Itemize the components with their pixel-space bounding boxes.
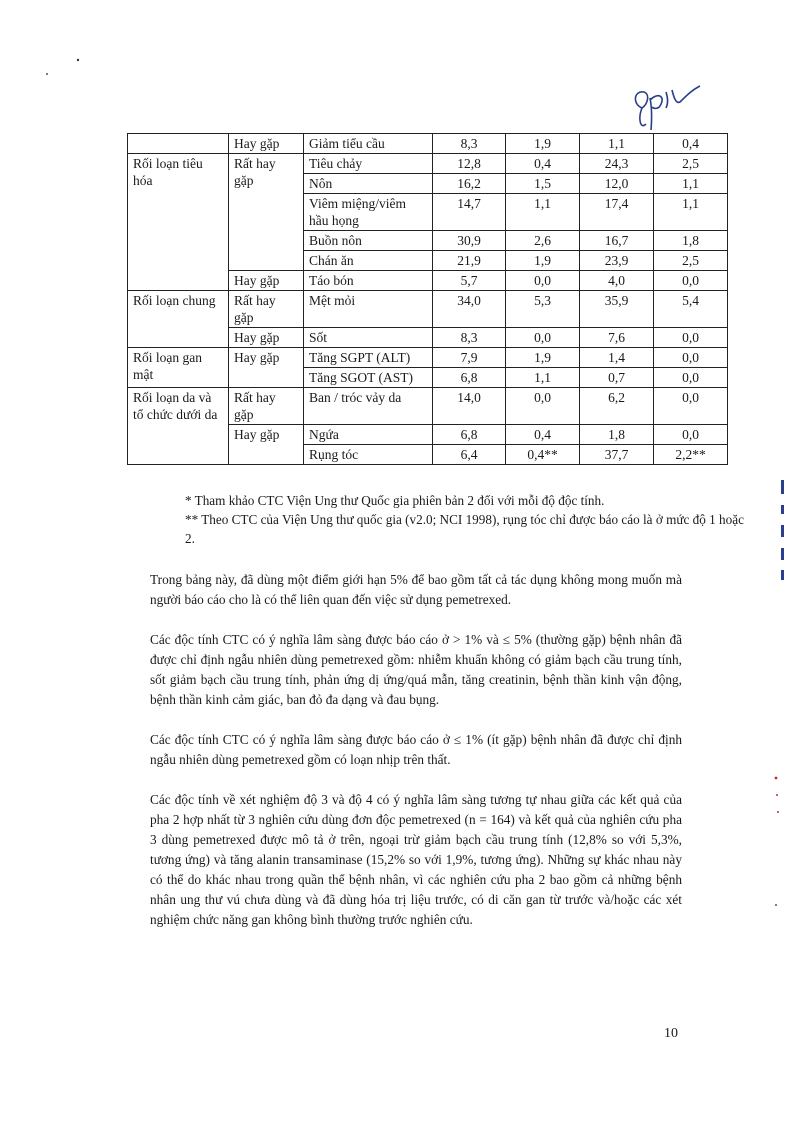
- event-cell: Tiêu chảy: [304, 154, 433, 174]
- organ-group-cell: Rối loạn chung: [128, 291, 229, 348]
- frequency-cell: Hay gặp: [229, 328, 304, 348]
- value-cell: 24,3: [580, 154, 654, 174]
- paragraph: Các độc tính CTC có ý nghĩa lâm sàng được báo cáo ở > 1% và ≤ 5% (thường gặp) bệnh nhân đã được chỉ định ngẫu nhiên dùng pemetrexed gồm: nhiễm khuẩn không có giảm bạch cầu trung tính, sốt giảm bạch cầu trung tính, phản ứng dị ứng/quá mẫn, tăng creatinin, bệnh thần kinh vận động, bệnh thần kinh cảm giác, ban đỏ đa dạng và đau bụng.: [150, 632, 682, 707]
- value-cell: 1,8: [654, 231, 728, 251]
- paragraph: Các độc tính về xét nghiệm độ 3 và độ 4 có ý nghĩa lâm sàng tương tự nhau giữa các kết quả của pha 2 hợp nhất từ 3 nghiên cứu dùng đơn độc pemetrexed (n = 164) và kết quả của nghiên cứu pha 3 dùng pemetrexed được mô tả ở trên, ngoại trừ giảm bạch cầu trung tính (12,8% so với 5,3%, tương ứng) và tăng alanin transaminase (15,2% so với 1,9%, tương ứng). Những sự khác nhau này có thể do khác nhau trong quần thể bệnh nhân, vì các nghiên cứu pha 2 bao gồm cả những bệnh nhân ung thư vú chưa dùng và đã dùng hóa trị liệu trước, có di căn gan từ trước và/hoặc các xét nghiệm chức năng gan không bình thường trước nghiên cứu.: [150, 792, 682, 927]
- value-cell: 5,3: [506, 291, 580, 328]
- value-cell: 21,9: [433, 251, 506, 271]
- value-cell: 0,0: [506, 388, 580, 425]
- frequency-cell: Hay gặp: [229, 271, 304, 291]
- value-cell: 0,4**: [506, 445, 580, 465]
- value-cell: 6,4: [433, 445, 506, 465]
- value-cell: 0,0: [654, 271, 728, 291]
- value-cell: 35,9: [580, 291, 654, 328]
- signature-mark: [628, 78, 708, 138]
- value-cell: 5,4: [654, 291, 728, 328]
- value-cell: 0,0: [654, 348, 728, 368]
- value-cell: 0,0: [506, 328, 580, 348]
- value-cell: 23,9: [580, 251, 654, 271]
- table-row: [128, 388, 728, 425]
- value-cell: 17,4: [580, 194, 654, 231]
- body-text: [150, 570, 682, 950]
- value-cell: 5,7: [433, 271, 506, 291]
- value-cell: 8,3: [433, 328, 506, 348]
- event-cell: Táo bón: [304, 271, 433, 291]
- value-cell: 0,0: [506, 271, 580, 291]
- value-cell: 7,9: [433, 348, 506, 368]
- value-cell: 7,6: [580, 328, 654, 348]
- value-cell: 0,0: [654, 368, 728, 388]
- frequency-cell: Hay gặp: [229, 348, 304, 388]
- value-cell: 14,0: [433, 388, 506, 425]
- value-cell: 14,7: [433, 194, 506, 231]
- value-cell: 1,5: [506, 174, 580, 194]
- value-cell: 0,4: [506, 425, 580, 445]
- frequency-cell: Rất hay gặp: [229, 154, 304, 271]
- organ-group-cell: Rối loạn da và tổ chức dưới da: [128, 388, 229, 465]
- event-cell: Giảm tiểu cầu: [304, 134, 433, 154]
- value-cell: 1,8: [580, 425, 654, 445]
- frequency-cell: Rất hay gặp: [229, 291, 304, 328]
- table-footnotes: [185, 491, 745, 548]
- value-cell: 0,0: [654, 328, 728, 348]
- footnote: ** Theo CTC của Viện Ung thư quốc gia (v2.0; NCI 1998), rụng tóc chỉ được báo cáo là ở mức độ 1 hoặc 2.: [185, 512, 744, 546]
- frequency-cell: Rất hay gặp: [229, 388, 304, 425]
- value-cell: 0,4: [506, 154, 580, 174]
- event-cell: Chán ăn: [304, 251, 433, 271]
- value-cell: 1,4: [580, 348, 654, 368]
- value-cell: 16,7: [580, 231, 654, 251]
- organ-group-cell: Rối loạn tiêu hóa: [128, 154, 229, 291]
- value-cell: 34,0: [433, 291, 506, 328]
- value-cell: 6,8: [433, 368, 506, 388]
- event-cell: Tăng SGPT (ALT): [304, 348, 433, 368]
- event-cell: Rụng tóc: [304, 445, 433, 465]
- event-cell: Nôn: [304, 174, 433, 194]
- event-cell: Ngứa: [304, 425, 433, 445]
- value-cell: 37,7: [580, 445, 654, 465]
- value-cell: 0,7: [580, 368, 654, 388]
- value-cell: 1,1: [506, 194, 580, 231]
- event-cell: Viêm miệng/viêm hầu họng: [304, 194, 433, 231]
- table-row: [128, 291, 728, 328]
- value-cell: 8,3: [433, 134, 506, 154]
- value-cell: 0,0: [654, 388, 728, 425]
- table-row: [128, 154, 728, 174]
- value-cell: 0,0: [654, 425, 728, 445]
- footnote: * Tham khảo CTC Viện Ung thư Quốc gia phiên bản 2 đối với mỗi độ độc tính.: [185, 493, 605, 508]
- frequency-cell: Hay gặp: [229, 425, 304, 465]
- value-cell: 4,0: [580, 271, 654, 291]
- value-cell: 1,1: [654, 174, 728, 194]
- frequency-cell: Hay gặp: [229, 134, 304, 154]
- value-cell: 2,5: [654, 154, 728, 174]
- value-cell: 6,2: [580, 388, 654, 425]
- page-number: 10: [664, 1026, 678, 1041]
- value-cell: 16,2: [433, 174, 506, 194]
- event-cell: Mệt mỏi: [304, 291, 433, 328]
- table-row: [128, 348, 728, 368]
- value-cell: 1,9: [506, 251, 580, 271]
- table-row: [128, 134, 728, 154]
- event-cell: Ban / tróc vảy da: [304, 388, 433, 425]
- value-cell: 1,1: [654, 194, 728, 231]
- paragraph: Các độc tính CTC có ý nghĩa lâm sàng được báo cáo ở ≤ 1% (ít gặp) bệnh nhân đã được chỉ định ngẫu nhiên dùng pemetrexed gồm có loạn nhịp trên thất.: [150, 732, 682, 767]
- value-cell: 1,9: [506, 348, 580, 368]
- adverse-events-table: [127, 133, 728, 465]
- value-cell: 1,1: [580, 134, 654, 154]
- value-cell: 30,9: [433, 231, 506, 251]
- value-cell: 2,5: [654, 251, 728, 271]
- paragraph: Trong bảng này, đã dùng một điểm giới hạn 5% để bao gồm tất cả tác dụng không mong muốn mà người báo cáo cho là có thể liên quan đến việc sử dụng pemetrexed.: [150, 572, 682, 607]
- value-cell: 1,1: [506, 368, 580, 388]
- value-cell: 0,4: [654, 134, 728, 154]
- event-cell: Sốt: [304, 328, 433, 348]
- value-cell: 6,8: [433, 425, 506, 445]
- value-cell: 12,8: [433, 154, 506, 174]
- value-cell: 2,2**: [654, 445, 728, 465]
- value-cell: 1,9: [506, 134, 580, 154]
- value-cell: 12,0: [580, 174, 654, 194]
- event-cell: Tăng SGOT (AST): [304, 368, 433, 388]
- organ-group-cell: [128, 134, 229, 154]
- event-cell: Buồn nôn: [304, 231, 433, 251]
- value-cell: 2,6: [506, 231, 580, 251]
- organ-group-cell: Rối loạn gan mật: [128, 348, 229, 388]
